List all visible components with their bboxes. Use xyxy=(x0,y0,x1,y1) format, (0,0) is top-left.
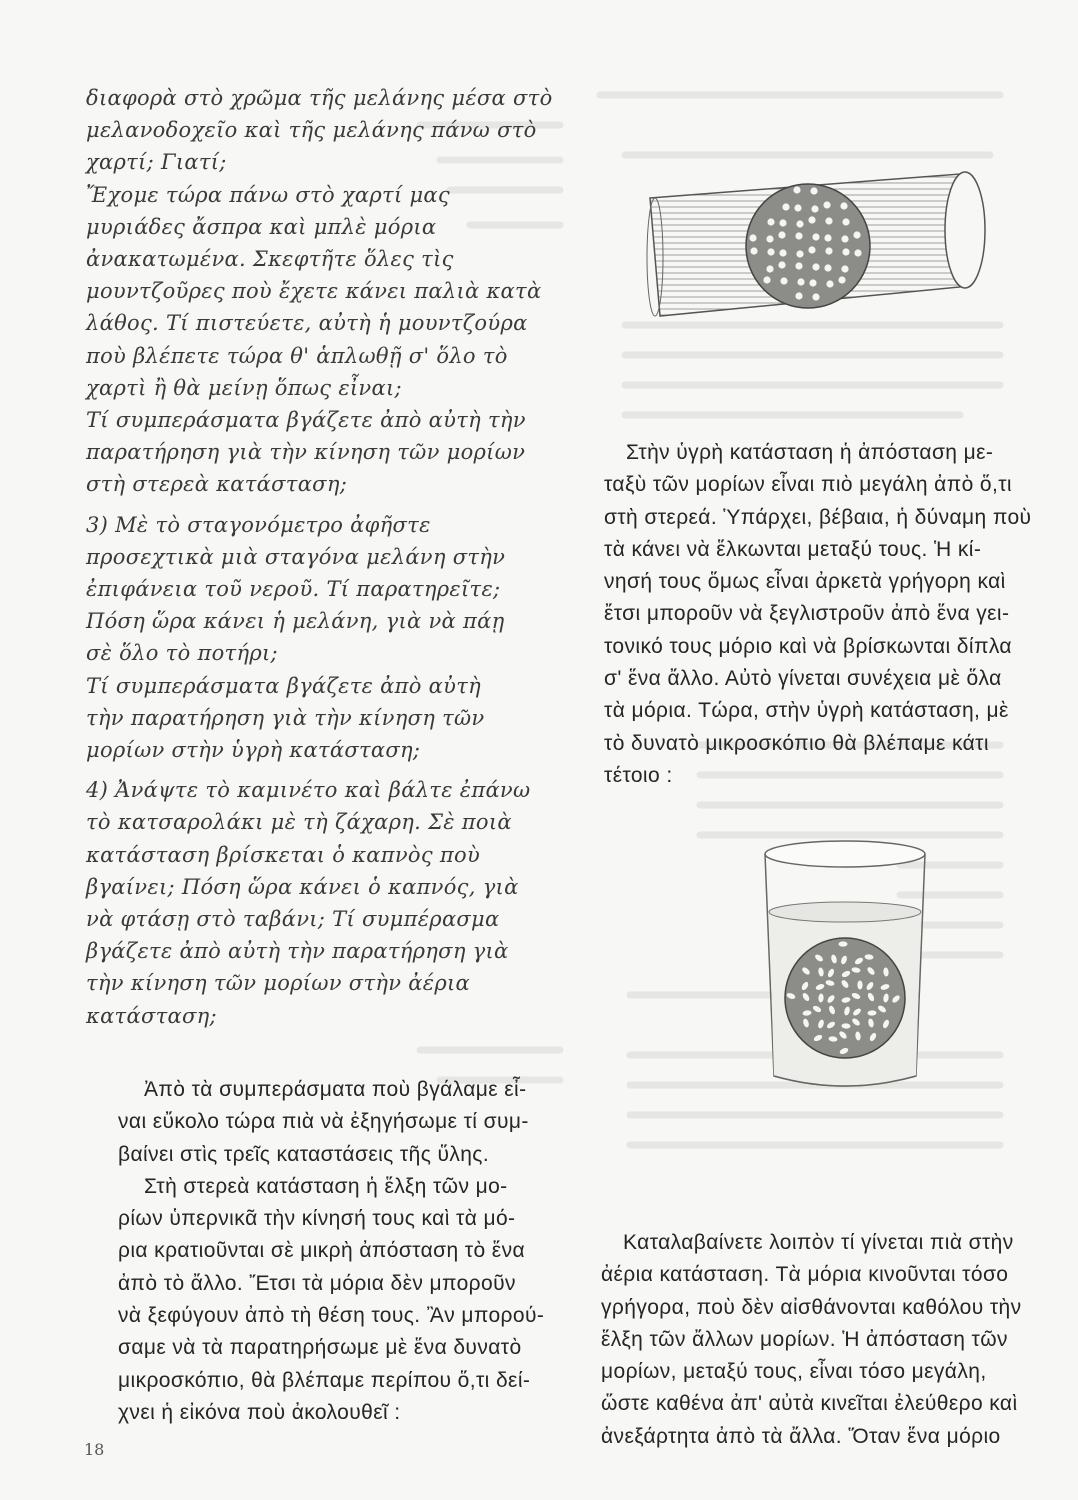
molecule-dot xyxy=(780,277,787,284)
molecule-dot xyxy=(841,235,848,242)
molecule-dot xyxy=(838,276,845,283)
text-line: ἀνεξάρτητα ἀπὸ τὰ ἄλλα. Ὅταν ἕνα μόριο xyxy=(601,1424,1001,1448)
text-line: κατάσταση βρίσκεται ὁ καπνὸς ποὺ xyxy=(86,842,481,867)
molecule-dot xyxy=(763,276,770,283)
molecule-dot xyxy=(766,265,773,272)
text-line: γρήγορα, ποὺ δὲν αἰσθάνονται καθόλου τὴν xyxy=(601,1295,1022,1319)
text-line: τὸ κατσαρολάκι μὲ τὴ ζάχαρη. Σὲ ποιὰ xyxy=(86,810,512,835)
molecule-dot xyxy=(840,202,847,209)
text-line: μουντζοῦρες ποὺ ἔχετε κάνει παλιὰ κατὰ xyxy=(86,279,542,304)
molecule-dot xyxy=(796,220,803,227)
text-line: τέτοιο : xyxy=(604,763,673,787)
text-line: τὴν παρατήρηση γιὰ τὴν κίνηση τῶν xyxy=(86,705,485,730)
molecule-dot xyxy=(824,234,831,241)
molecule-dot xyxy=(811,205,818,212)
text-line: ἀπὸ τὸ ἄλλο. Ἔτσι τὰ μόρια δὲν μποροῦν xyxy=(118,1271,516,1295)
text-line: Ἀπὸ τὰ συμπεράσματα ποὺ βγάλαμε εἶ- xyxy=(144,1078,527,1101)
text-line: Τί συμπεράσματα βγάζετε ἀπὸ αὐτὴ xyxy=(86,673,482,698)
molecule-dot xyxy=(782,203,789,210)
text-line: Στὴ στερεὰ κατάσταση ἡ ἕλξη τῶν μο- xyxy=(144,1174,508,1198)
text-line: τὸ δυνατὸ μικροσκόπιο θὰ βλέπαμε κάτι xyxy=(604,731,989,755)
molecule-dot xyxy=(842,218,849,225)
text-line: χνει ἡ εἰκόνα ποὺ ἀκολουθεῖ : xyxy=(118,1400,401,1424)
molecule-dot xyxy=(778,261,785,268)
text-line: σὲ ὅλο τὸ ποτήρι; xyxy=(86,641,278,666)
text-line: λάθος. Τί πιστεύετε, αὐτὴ ἡ μουντζούρα xyxy=(86,311,528,336)
molecule-dot xyxy=(854,249,861,256)
molecule-dot xyxy=(808,216,815,223)
text-line: νὰ φτάσῃ στὸ ταβάνι; Τί συμπέρασμα xyxy=(86,907,500,932)
text-line: χαρτί; Γιατί; xyxy=(86,150,227,175)
paragraph-gap xyxy=(86,766,566,774)
molecule-dot xyxy=(853,231,860,238)
molecule-dot xyxy=(779,219,786,226)
solid-state-rod-illustration xyxy=(640,168,1020,338)
molecule-dot xyxy=(797,278,804,285)
text-line: βγαίνει; Πόση ὥρα κάνει ὁ καπνός, γιὰ xyxy=(86,874,519,899)
text-line: παρατήρηση γιὰ τὴν κίνηση τῶν μορίων xyxy=(86,440,526,465)
molecule-dot xyxy=(842,248,849,255)
text-line: ρίων ὑπερνικᾶ τὴν κίνησή τους καὶ τὰ μό- xyxy=(118,1207,516,1231)
text-line: ἀέρια κατάσταση. Τὰ μόρια κινοῦνται τόσο xyxy=(601,1263,1009,1287)
molecule-dot xyxy=(796,250,803,257)
text-line: τὰ κάνει νὰ ἕλκωνται μεταξύ τους. Ἡ κί- xyxy=(604,537,982,561)
text-line: μορίων, μεταξύ τους, εἶναι τόσο μεγάλη, xyxy=(601,1360,987,1384)
text-line: προσεχτικὰ μιὰ σταγόνα μελάνη στὴν xyxy=(86,544,506,569)
molecule-dot xyxy=(810,187,817,194)
molecule-dot xyxy=(841,265,848,272)
molecule-dot xyxy=(778,231,785,238)
text-line: νησή τους ὅμως εἶναι ἀρκετὰ γρήγορη καὶ xyxy=(604,570,1006,594)
text-line: μυριάδες ἄσπρα καὶ μπλὲ μόρια xyxy=(86,214,437,239)
paragraph-gap xyxy=(86,501,566,509)
text-line: ἐπιφάνεια τοῦ νεροῦ. Τί παρατηρεῖτε; xyxy=(86,577,501,602)
gas-state-paragraph xyxy=(601,1227,1041,1453)
molecule-dot xyxy=(750,247,757,254)
liquid-state-paragraph xyxy=(604,437,1034,792)
molecule-dot xyxy=(767,218,774,225)
text-line: Στὴν ὑγρὴ κατάσταση ἡ ἀπόσταση με- xyxy=(626,441,994,464)
text-line: ποὺ βλέπετε τώρα θ' ἁπλωθῇ σ' ὅλο τὸ xyxy=(86,343,508,368)
molecule-dot xyxy=(779,249,786,256)
text-line: στὴ στερεὰ κατάσταση; xyxy=(86,472,348,497)
text-line: τονικό τους μόριο καὶ νὰ βρίσκωνται δίπλα xyxy=(604,634,1012,658)
molecule-dot xyxy=(825,247,832,254)
text-line: μικροσκόπιο, θὰ βλέπαμε περίπου ὅ,τι δεί- xyxy=(118,1368,531,1392)
molecule-dot xyxy=(826,280,833,287)
molecule-dot xyxy=(795,232,802,239)
molecule-dot xyxy=(795,262,802,269)
text-line: τὴν κίνηση τῶν μορίων στὴν ἀέρια xyxy=(86,971,470,996)
text-line: Καταλαβαίνετε λοιπὸν τί γίνεται πιὰ στὴν xyxy=(623,1231,1014,1254)
text-line: ὥστε καθένα ἀπ' αὐτὰ κινεῖται ἐλεύθερο καὶ xyxy=(601,1392,1018,1416)
molecule-dot xyxy=(812,233,819,240)
molecule-dot xyxy=(839,941,848,946)
text-line: Τί συμπεράσματα βγάζετε ἀπὸ αὐτὴ τὴν xyxy=(86,408,526,433)
molecule-dot xyxy=(824,264,831,271)
molecule-dot xyxy=(749,234,756,241)
text-line: μελανοδοχεῖο καὶ τῆς μελάνης πάνω στὸ xyxy=(86,118,537,143)
text-line: ρια κρατιοῦνται σὲ μικρὴ ἀπόσταση τὸ ἕνα xyxy=(118,1239,526,1263)
text-line: μορίων στὴν ὑγρὴ κατάσταση; xyxy=(86,738,421,763)
text-line: βαίνει στὶς τρεῖς καταστάσεις τῆς ὕλης. xyxy=(118,1142,490,1166)
text-line: διαφορὰ στὸ χρῶμα τῆς μελάνης μέσα στὸ xyxy=(86,86,553,110)
text-line: ἀνακατωμένα. Σκεφτῆτε ὅλες τὶς xyxy=(86,247,454,272)
molecule-dot xyxy=(823,201,830,208)
text-line: ναι εὔκολο τώρα πιὰ νὰ ἐξηγήσωμε τί συμ- xyxy=(118,1110,529,1134)
text-line: Ἔχομε τώρα πάνω στὸ χαρτί μας xyxy=(86,182,450,207)
molecule-dot xyxy=(795,292,802,299)
text-line: ἕλξη τῶν ἄλλων μορίων. Ἡ ἀπόσταση τῶν xyxy=(601,1327,1008,1351)
molecule-dot xyxy=(812,263,819,270)
exercise-questions xyxy=(86,82,566,1032)
molecule-dot xyxy=(812,293,819,300)
molecule-dot xyxy=(825,217,832,224)
text-line: κατάσταση; xyxy=(86,1003,217,1028)
text-line: βγάζετε ἀπὸ αὐτὴ τὴν παρατήρηση γιὰ xyxy=(86,939,509,964)
molecule-dot xyxy=(793,186,800,193)
text-line: νὰ ξεφύγουν ἀπὸ τὴ θέση τους. Ἂν μπορού- xyxy=(118,1304,545,1328)
liquid-state-glass-illustration xyxy=(760,838,930,1098)
left-bottom-paragraph xyxy=(118,1074,588,1429)
text-line: 3) Μὲ τὸ σταγονόμετρο ἀφῆστε xyxy=(86,512,431,537)
molecule-dot xyxy=(808,246,815,253)
text-line: Πόση ὥρα κάνει ἡ μελάνη, γιὰ νὰ πάῃ xyxy=(86,609,505,634)
text-line: τὰ μόρια. Τώρα, στὴν ὑγρὴ κατάσταση, μὲ xyxy=(604,699,1009,723)
molecule-dot xyxy=(794,204,801,211)
page-number: 18 xyxy=(84,1440,105,1459)
molecule-dot xyxy=(767,248,774,255)
text-line: σ' ἕνα ἄλλο. Αὐτὸ γίνεται συνέχεια μὲ ὅλα xyxy=(604,667,1002,691)
text-line: χαρτὶ ἢ θὰ μείνῃ ὅπως εἶναι; xyxy=(86,375,402,400)
molecule-dot xyxy=(809,279,816,286)
text-line: ταξὺ τῶν μορίων εἶναι πιὸ μεγάλη ἀπὸ ὅ,τι xyxy=(604,473,1012,497)
molecule-dot xyxy=(766,235,773,242)
text-line: 4) Ἀνάψτε τὸ καμινέτο καὶ βάλτε ἐπάνω xyxy=(86,778,531,803)
text-line: ἔτσι μποροῦν νὰ ξεγλιστροῦν ἀπὸ ἕνα γει- xyxy=(604,602,1010,626)
text-line: σαμε νὰ τὰ παρατηρήσωμε μὲ ἕνα δυνατὸ xyxy=(118,1336,522,1360)
text-line: στὴ στερεά. Ὑπάρχει, βέβαια, ἡ δύναμη ποὺ xyxy=(604,505,1032,529)
